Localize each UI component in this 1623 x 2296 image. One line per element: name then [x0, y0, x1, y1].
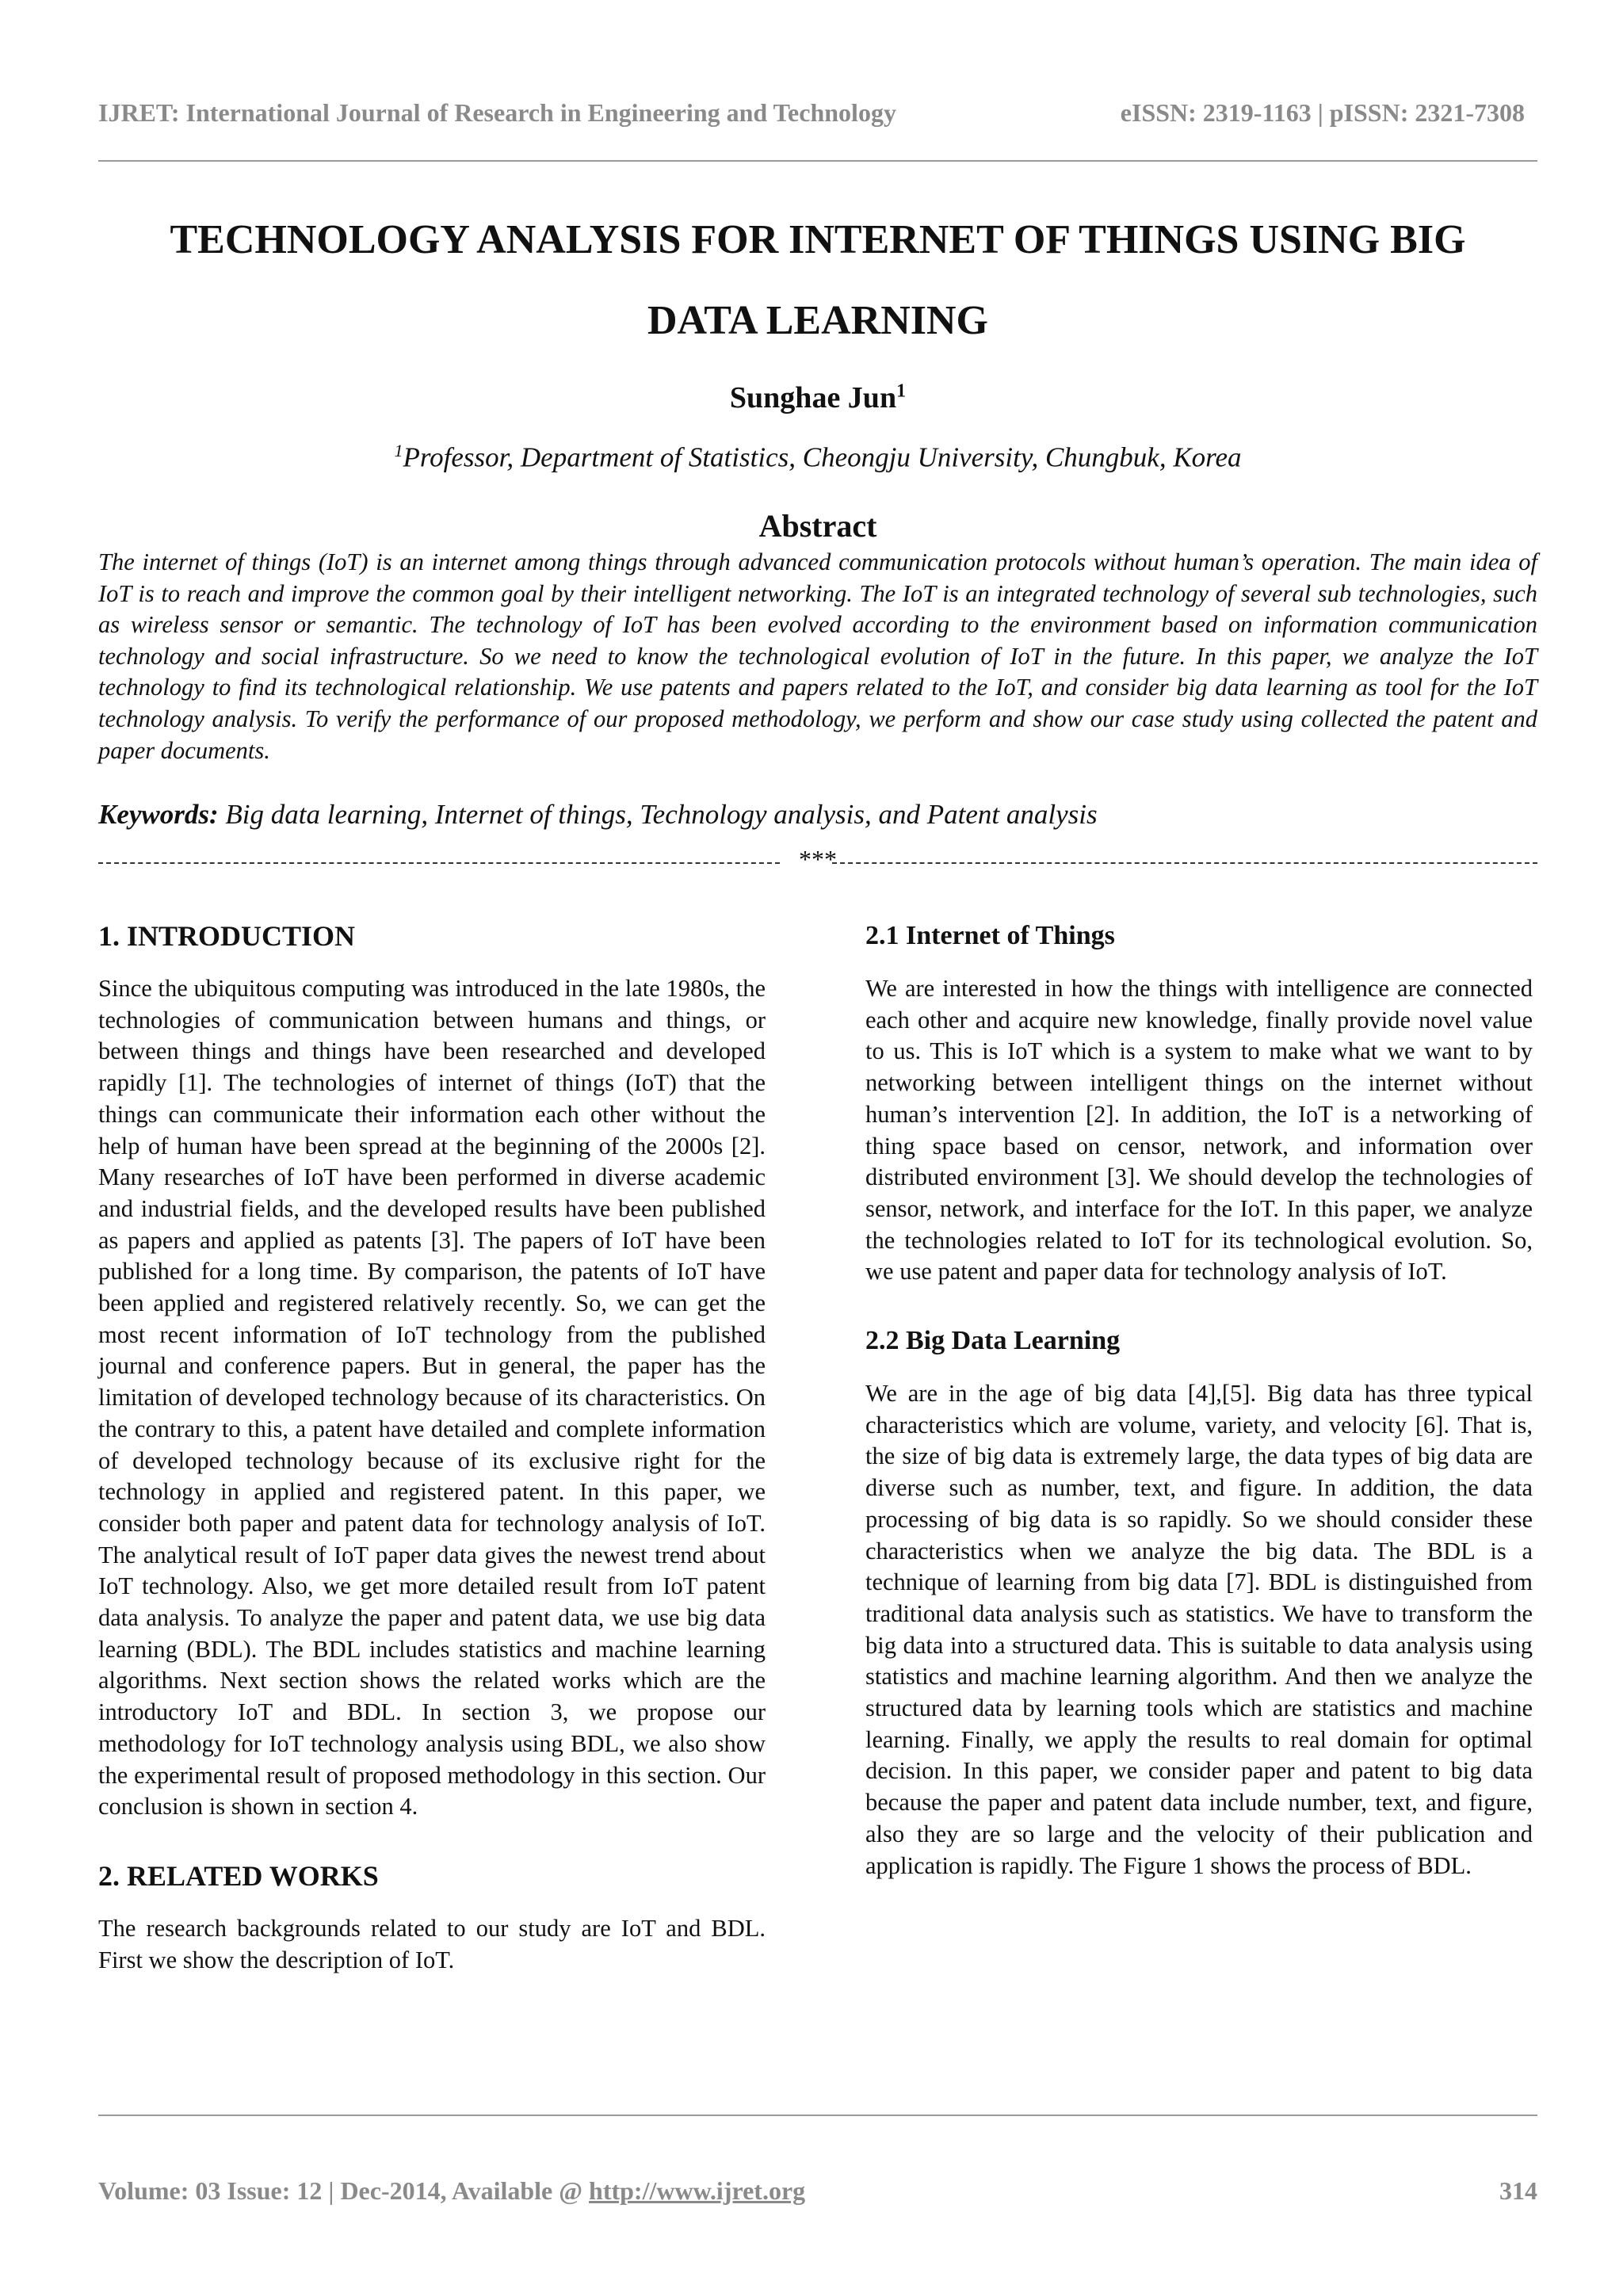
- separator-stars: ***: [799, 845, 837, 873]
- running-footer: [98, 2176, 1537, 2213]
- iot-text: We are interested in how the things with intelligence are connected each other and acquire new knowledge, finally provide novel value to us. This is IoT which is a system to make what we want to by networking between intelligent things on the internet without human’s intervention [2]. In addition, the IoT is a networking of thing space based on censor, network, and information over distributed environment [3]. We should develop the technologies of sensor, network, and interface for the IoT. In this paper, we analyze the technologies related to IoT for its technological evolution. So, we use patent and paper data for technology analysis of IoT.: [865, 975, 1533, 1286]
- journal-url-link[interactable]: http://www.ijret.org: [589, 2176, 806, 2205]
- introduction-text: Since the ubiquitous computing was introduced in the late 1980s, the technologies of communication between humans and things, or between things and things have been researched and developed rapidly [1]. The technologies of internet of things (IoT) that the things can communicate their information each other without the help of human have been spread at the beginning of the 2000s [2]. Many researches of IoT have been performed in diverse academic and industrial fields, and the developed results have been published as papers and applied as patents [3]. The papers of IoT have been published for a long time. By comparison, the patents of IoT have been applied and registered relatively recently. So, we can get the most recent information of IoT technology from the published journal and conference papers. But in general, the paper has the limitation of developed technology because of its characteristics. On the contrary to this, a patent have detailed and complete information of developed technology because of its exclusive right for the technology in applied and registered patent. In this paper, we consider both paper and patent data for technology analysis of IoT. The analytical result of IoT paper data gives the newest trend about IoT technology. Also, we get more detailed result from IoT patent data analysis. To analyze the paper and patent data, we use big data learning (BDL). The BDL includes statistics and machine learning algorithms. Next section shows the related works which are the introductory IoT and BDL. In section 3, we propose our methodology for IoT technology analysis using BDL, we also show the experimental result of proposed methodology in this section. Our conclusion is shown in section 4.: [98, 975, 766, 1820]
- footer-rule: [98, 2115, 1537, 2116]
- journal-name: IJRET: International Journal of Research in Engineering and Technology: [98, 98, 896, 127]
- right-column: [865, 919, 1533, 1918]
- header-rule: [98, 160, 1537, 162]
- introduction-heading: 1. INTRODUCTION: [98, 920, 356, 952]
- keywords-text: Big data learning, Internet of things, Technology analysis, and Patent analysis: [225, 799, 1098, 830]
- author-name: Sunghae Jun: [729, 381, 897, 415]
- issn: eISSN: 2319-1163 | pISSN: 2321-7308: [1120, 98, 1525, 127]
- bdl-heading: 2.2 Big Data Learning: [865, 1326, 1121, 1356]
- abstract-heading: Abstract: [758, 508, 877, 544]
- running-header: [98, 98, 1525, 135]
- keywords: [98, 799, 1537, 831]
- title-line-2: DATA LEARNING: [647, 298, 988, 343]
- bdl-text: We are in the age of big data [4],[5]. Big data has three typical characteristics which are volume, variety, and velocity [6]. That is, the size of big data is extremely large, the data types of big data are diverse such as number, text, and figure. In addition, the data processing of big data is so rapidly. So we should consider these characteristics when we analyze the big data. The BDL is a technique of learning from big data [7]. BDL is distinguished from traditional data analysis such as statistics. We have to transform the big data into a structured data. This is suitable to data analysis using statistics and machine learning algorithm. And then we analyze the structured data by learning tools which are statistics and machine learning. Finally, we apply the results to real domain for optimal decision. In this paper, we consider paper and patent to big data because the paper and patent data include number, text, and figure, also they are so large and the velocity of their publication and application is rapidly. The Figure 1 shows the process of BDL.: [865, 1380, 1533, 1879]
- related-works-heading: 2. RELATED WORKS: [98, 1859, 379, 1892]
- separator-dash-right: [832, 862, 1537, 864]
- left-column: [98, 919, 766, 2012]
- related-works-text: The research backgrounds related to our study are IoT and BDL. First we show the description of IoT.: [98, 1914, 766, 1973]
- affiliation-text: Professor, Department of Statistics, Cheongju University, Chungbuk, Korea: [403, 441, 1242, 473]
- abstract-text: The internet of things (IoT) is an internet among things through advanced communication protocols without human’s operation. The main idea of IoT is to reach and improve the common goal by their intelligent networking. The IoT is an integrated technology of several sub technologies, such as wireless sensor or semantic. The technology of IoT has been evolved according to the environment based on information communication technology and social infrastructure. So we need to know the technological evolution of IoT in the future. In this paper, we analyze the IoT technology to find its technological relationship. We use patents and papers related to the IoT, and consider big data learning as tool for the IoT technology analysis. To verify the performance of our proposed methodology, we perform and show our case study using collected the patent and paper documents.: [98, 548, 1537, 764]
- footer-volume: [98, 2176, 805, 2206]
- affiliation: [98, 441, 1537, 474]
- iot-heading: 2.1 Internet of Things: [865, 921, 1115, 950]
- author: [98, 380, 1537, 415]
- keywords-label: Keywords:: [98, 799, 219, 830]
- affiliation-superscript: 1: [394, 441, 403, 460]
- author-superscript: 1: [896, 380, 907, 402]
- title-line-1: TECHNOLOGY ANALYSIS FOR INTERNET OF THINGS USING BIG: [170, 217, 1466, 262]
- footer-volume-text: Volume: 03 Issue: 12 | Dec-2014, Available @: [98, 2176, 583, 2205]
- paper-title: [98, 200, 1537, 361]
- section-separator: [98, 845, 1537, 877]
- page-number: 314: [1499, 2176, 1537, 2205]
